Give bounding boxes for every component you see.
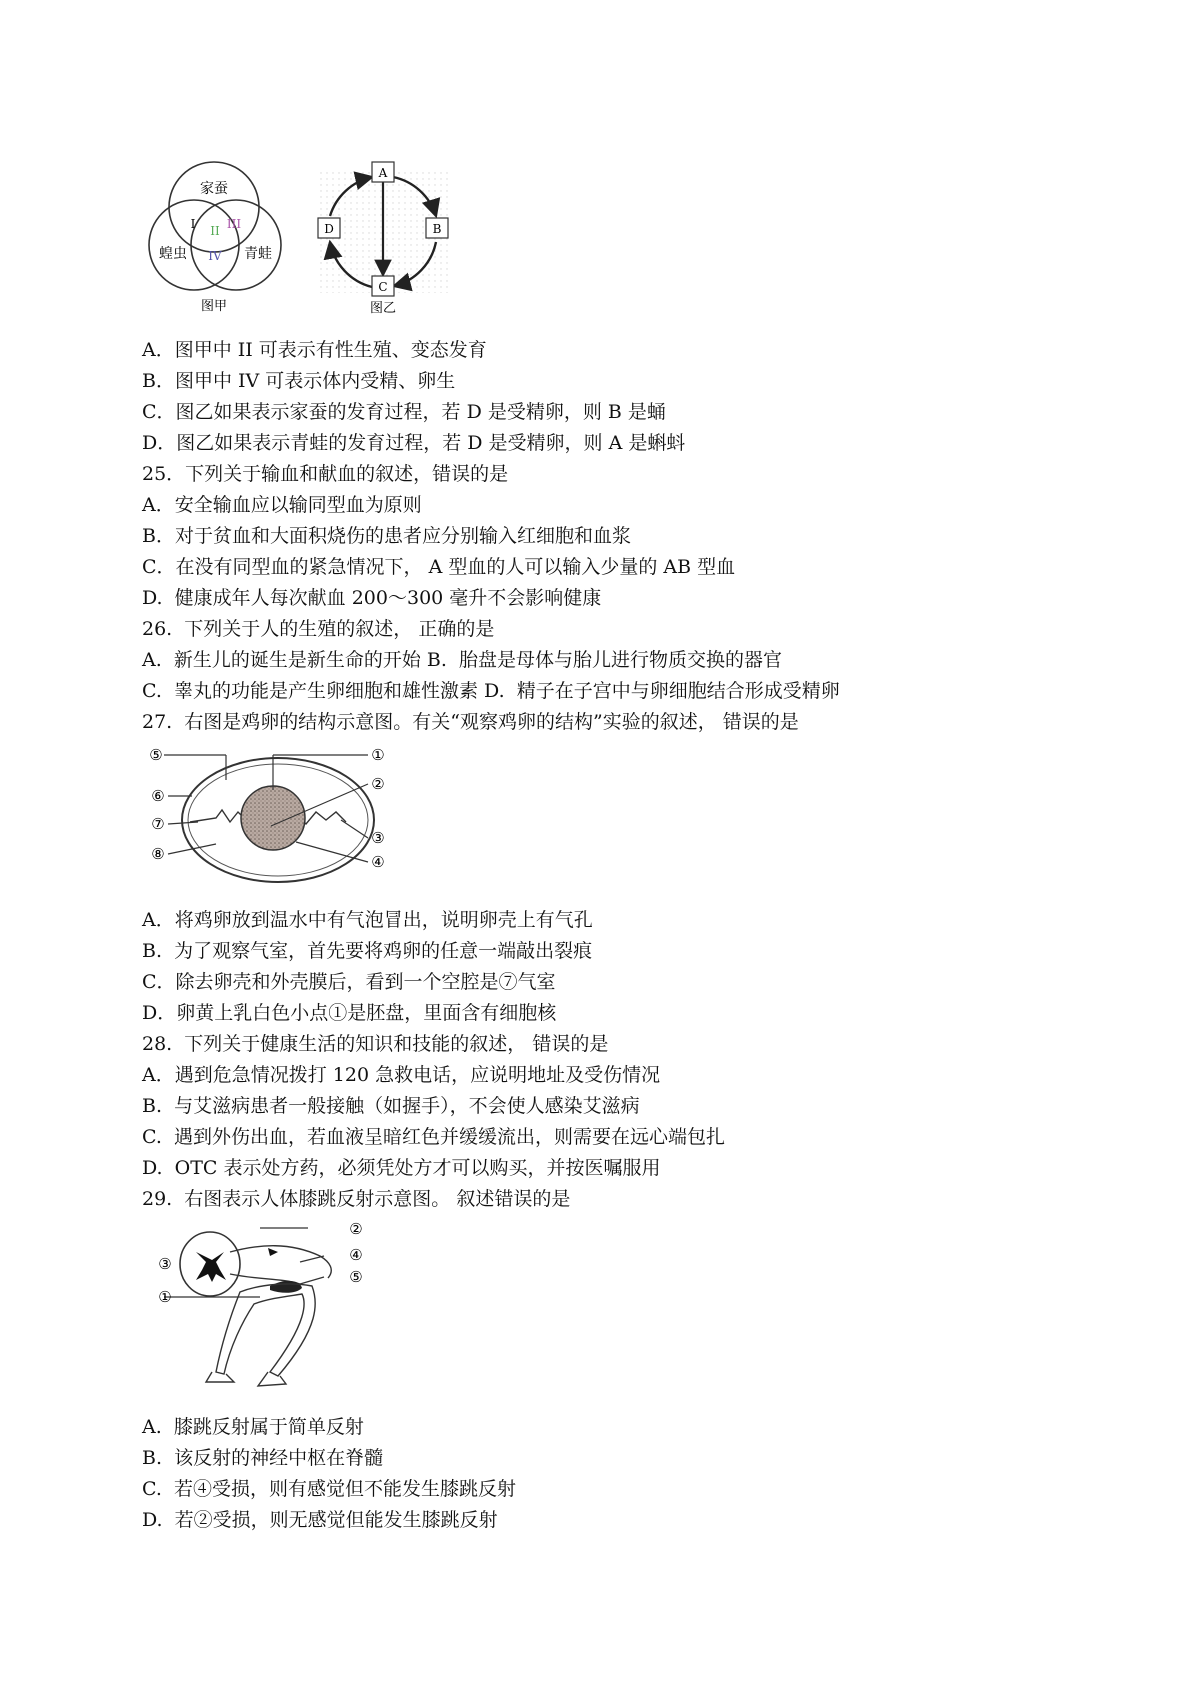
- q26-options-cd: C. 睾丸的功能是产生卵细胞和雄性激素 D. 精子在子宫中与卵细胞结合形成受精卵: [142, 680, 840, 702]
- venn-label-left: 蝗虫: [159, 246, 187, 262]
- q24-option-d: D．图乙如果表示青蛙的发育过程，若 D 是受精卵，则 A 是蝌蚪: [142, 432, 686, 454]
- egg-label-8: ⑧: [151, 845, 165, 863]
- q27-option-c: C．除去卵壳和外壳膜后，看到一个空腔是⑦气室: [142, 971, 556, 993]
- reflex-label-5: ⑤: [349, 1268, 363, 1286]
- q24-option-a: A．图甲中 II 可表示有性生殖、变态发育: [142, 339, 487, 361]
- venn-region-2: II: [210, 224, 220, 238]
- q29-option-b: B. 该反射的神经中枢在脊髓: [142, 1447, 384, 1469]
- venn-circle-left: [149, 200, 242, 290]
- q24-option-b: B．图甲中 IV 可表示体内受精、卵生: [142, 370, 456, 392]
- figure-egg-structure: [146, 742, 396, 892]
- q27-stem: 27. 右图是鸡卵的结构示意图。有关“观察鸡卵的结构”实验的叙述， 错误的是: [142, 711, 799, 733]
- reflex-label-4: ④: [349, 1246, 363, 1264]
- venn-circle-top: [169, 162, 259, 252]
- reflex-label-2: ②: [349, 1222, 363, 1238]
- reflex-label-3: ③: [158, 1255, 172, 1273]
- pointer-reflex-4: [300, 1256, 324, 1262]
- q26-stem: 26. 下列关于人的生殖的叙述， 正确的是: [142, 618, 495, 640]
- q28-option-b: B. 与艾滋病患者一般接触（如握手），不会使人感染艾滋病: [142, 1095, 640, 1117]
- q28-option-c: C. 遇到外伤出血，若血液呈暗红色并缓缓流出，则需要在远心端包扎: [142, 1126, 725, 1148]
- egg-label-5: ⑤: [149, 746, 163, 764]
- node-a: A: [378, 166, 388, 180]
- egg-label-6: ⑥: [151, 787, 165, 805]
- figure-yi-caption: 图乙: [369, 301, 397, 315]
- egg-label-1: ①: [371, 746, 385, 764]
- egg-yolk: [241, 786, 305, 850]
- q25-option-b: B．对于贫血和大面积烧伤的患者应分别输入红细胞和血浆: [142, 525, 631, 547]
- egg-label-2: ②: [371, 775, 385, 793]
- q29-option-a: A. 膝跳反射属于简单反射: [142, 1416, 364, 1438]
- egg-label-7: ⑦: [151, 815, 165, 833]
- q27-option-d: D．卵黄上乳白色小点①是胚盘，里面含有细胞核: [142, 1002, 557, 1024]
- egg-label-3: ③: [371, 829, 385, 847]
- figure-knee-reflex: [150, 1222, 390, 1397]
- q25-option-d: D. 健康成年人每次献血 200～300 毫升不会影响健康: [142, 587, 602, 609]
- q29-option-d: D. 若②受损，则无感觉但能发生膝跳反射: [142, 1509, 498, 1531]
- leg-outline: [216, 1284, 315, 1376]
- pointer-reflex-5: [300, 1277, 324, 1284]
- venn-region-4: IV: [208, 249, 222, 263]
- egg-label-4: ④: [371, 853, 385, 871]
- nerve-arrow: [268, 1248, 278, 1256]
- q28-option-d: D. OTC 表示处方药，必须凭处方才可以购买，并按医嘱服用: [142, 1157, 661, 1179]
- q25-stem: 25．下列关于输血和献血的叙述，错误的是: [142, 463, 509, 485]
- q27-option-a: A．将鸡卵放到温水中有气泡冒出，说明卵壳上有气孔: [142, 909, 593, 931]
- afferent-nerve: [230, 1246, 331, 1278]
- q25-option-a: A．安全输血应以输同型血为原则: [142, 494, 422, 516]
- spinal-gray-matter: [196, 1252, 226, 1282]
- pointer-8: [168, 844, 216, 854]
- node-d: D: [324, 222, 334, 236]
- venn-label-top: 家蚕: [200, 181, 228, 197]
- figure-jia-caption: 图甲: [200, 299, 228, 314]
- venn-region-3: III: [226, 217, 242, 231]
- pointer-3: [341, 820, 368, 838]
- q25-option-c: C．在没有同型血的紧急情况下， A 型血的人可以输入少量的 AB 型血: [142, 556, 736, 578]
- q24-option-c: C．图乙如果表示家蚕的发育过程，若 D 是受精卵，则 B 是蛹: [142, 401, 666, 423]
- q26-options-ab: A. 新生儿的诞生是新生命的开始 B. 胎盘是母体与胎儿进行物质交换的器官: [142, 649, 782, 671]
- quadriceps-muscle: [270, 1281, 302, 1293]
- venn-region-1: I: [190, 217, 196, 231]
- q28-stem: 28. 下列关于健康生活的知识和技能的叙述， 错误的是: [142, 1033, 609, 1055]
- venn-label-right: 青蛙: [244, 246, 272, 262]
- reflex-label-1: ①: [158, 1288, 172, 1306]
- q29-option-c: C. 若④受损，则有感觉但不能发生膝跳反射: [142, 1478, 516, 1500]
- figure-yi: [308, 160, 458, 315]
- venn-circle-right: [191, 200, 281, 290]
- node-c: C: [378, 280, 388, 294]
- q29-stem: 29. 右图表示人体膝跳反射示意图。 叙述错误的是: [142, 1188, 571, 1210]
- q28-option-a: A．遇到危急情况拨打 120 急救电话，应说明地址及受伤情况: [142, 1064, 661, 1086]
- figure-jia: [148, 160, 288, 315]
- node-b: B: [432, 222, 442, 236]
- q27-option-b: B. 为了观察气室，首先要将鸡卵的任意一端敲出裂痕: [142, 940, 593, 962]
- pointer-4: [296, 842, 368, 862]
